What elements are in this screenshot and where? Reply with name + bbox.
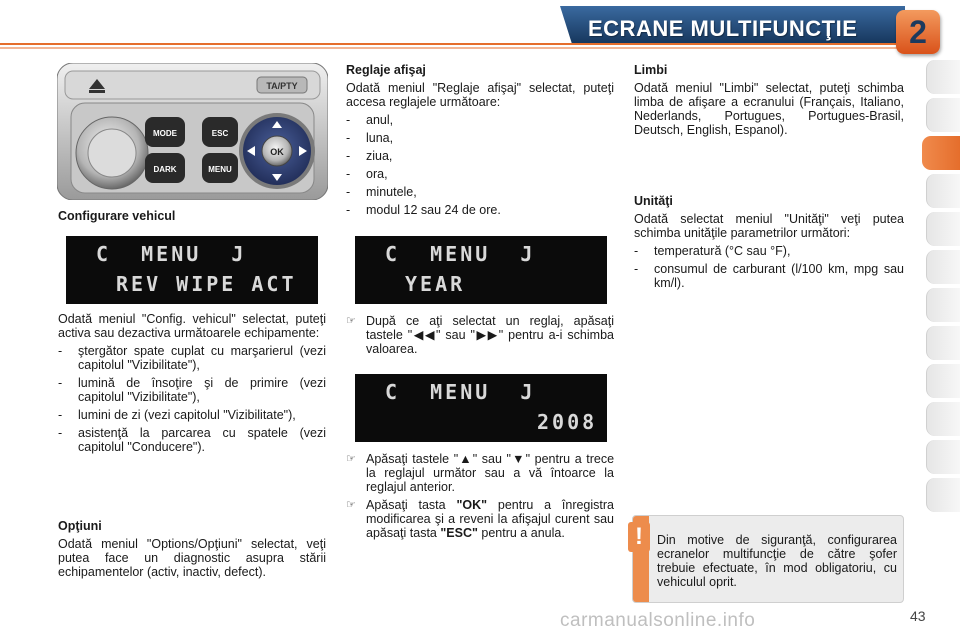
lcd-screen-2008 [355,374,607,442]
display-settings-intro: Odată meniul "Reglaje afişaj" selectat, puteţi accesa reglajele următoare: [346,81,614,109]
chapter-tab[interactable] [926,326,960,360]
lcd-line-menu: C MENU J [96,242,247,266]
page-title: ECRANE MULTIFUNCŢIE [588,16,858,41]
list-item: - asistenţă la parcarea cu spatele (vezi capitolul "Conducere"). [58,426,326,454]
chapter-tab[interactable] [926,250,960,284]
lcd-screen-year [355,236,607,304]
adjust-instructions [346,314,614,360]
esc-label: ESC [211,129,229,138]
arrow-up-icon: ▲ [458,452,473,466]
ta-pty-label: TA/PTY [266,81,298,91]
chapter-tab-active[interactable] [922,136,960,170]
chapter-tab[interactable] [926,212,960,246]
ok-label: OK [270,147,284,157]
dark-label: DARK [153,165,177,174]
display-settings-list [346,113,614,217]
options-text: Odată meniul "Options/Opţiuni" selectat, veţi putea face un diagnostic asupra stării echipamentelor (activ, inactiv, defect). [58,537,326,579]
navigate-instructions [346,452,614,544]
vehicle-config-intro: Odată meniul "Config. vehicul" selectat, puteţi activa sau dezactiva următoarele echipamente: [58,312,326,340]
display-settings-title: Reglaje afişaj [346,63,426,77]
list-item: - anul, [346,113,394,127]
units-section [634,194,904,294]
lcd-line-value: YEAR [405,272,466,296]
languages-section [634,63,904,141]
lcd-screen-rev-wipe [66,236,318,304]
menu-label: MENU [208,165,232,174]
list-item: - lumină de însoţire şi de primire (vezi capitolul "Vizibilitate"), [58,376,326,404]
lcd-line-menu: C MENU J [385,242,536,266]
list-item: - lumini de zi (vezi capitolul "Vizibilitate"), [58,408,296,422]
watermark: carmanualsonline.info [560,610,756,631]
mode-label: MODE [153,129,177,138]
units-text: Odată selectat meniul "Unităţi" veţi putea schimba unităţile parametrilor următori: [634,212,904,240]
chapter-tabs [926,60,960,620]
units-title: Unităţi [634,194,673,208]
warning-box [632,515,904,603]
list-item: - ora, [346,167,388,181]
pointing-hand-icon: ☞ [346,453,356,465]
vehicle-config-list [58,344,326,454]
list-item: - luna, [346,131,394,145]
lcd-line-value: 2008 [537,410,598,434]
list-item: - temperatură (°C sau °F), [634,244,791,258]
list-item: - modul 12 sau 24 de ore. [346,203,501,217]
list-item: - minutele, [346,185,417,199]
options-section [58,519,326,583]
chapter-tab[interactable] [926,440,960,474]
warning-text: Din motive de siguranţă, configurarea ecranelor multifuncţie de către şofer trebuie efectuate, în mod obligatoriu, cu vehiculul oprit. [657,533,897,589]
list-item: - ziua, [346,149,393,163]
caption-config-vehicle: Configurare vehicul [58,209,176,223]
chapter-tab[interactable] [926,60,960,94]
control-panel-illustration [57,63,328,200]
units-list [634,244,904,290]
page-number: 43 [910,608,926,624]
chapter-tab[interactable] [926,288,960,322]
list-item: - consumul de carburant (l/100 km, mpg sau km/l). [634,262,904,290]
chapter-tab[interactable] [926,98,960,132]
chapter-number-badge: 2 [896,10,940,54]
chapter-tab[interactable] [926,364,960,398]
display-settings-section [346,63,614,221]
list-item: - ştergător spate cuplat cu marşarierul (vezi capitolul "Vizibilitate"), [58,344,326,372]
fast-forward-icon: ▶▶ [474,328,499,342]
chapter-tab[interactable] [926,402,960,436]
lcd-line-value: REV WIPE ACT [116,272,297,296]
list-item: ☞ Apăsaţi tasta "OK" pentru a înregistra modificarea şi a reveni la afişajul curent sau apăsaţi tasta "ESC" pentru a anula. [346,498,614,540]
lcd-line-menu: C MENU J [385,380,536,404]
pointing-hand-icon: ☞ [346,315,356,327]
arrow-down-icon: ▼ [511,452,526,466]
list-item: ☞ După ce aţi selectat un reglaj, apăsaţi tastele "◀◀" sau "▶▶" pentru a-i schimba valoarea. [346,314,614,356]
list-item: ☞ Apăsaţi tastele "▲" sau "▼" pentru a trece la reglajul următor sau a vă întoarce la reglajul anterior. [346,452,615,494]
options-title: Opţiuni [58,519,102,533]
languages-title: Limbi [634,63,668,77]
chapter-tab[interactable] [926,478,960,512]
rewind-icon: ◀◀ [412,328,436,342]
vehicle-config-text [58,312,326,458]
chapter-tab[interactable] [926,174,960,208]
pointing-hand-icon: ☞ [346,499,356,511]
warning-icon: ! [628,522,650,552]
languages-text: Odată meniul "Limbi" selectat, puteţi schimba limba de afişare a ecranului (Français, Italiano, Nederlands, Portugues, Portugues-Brasil, Deutsch, English, Espanol). [634,81,904,137]
